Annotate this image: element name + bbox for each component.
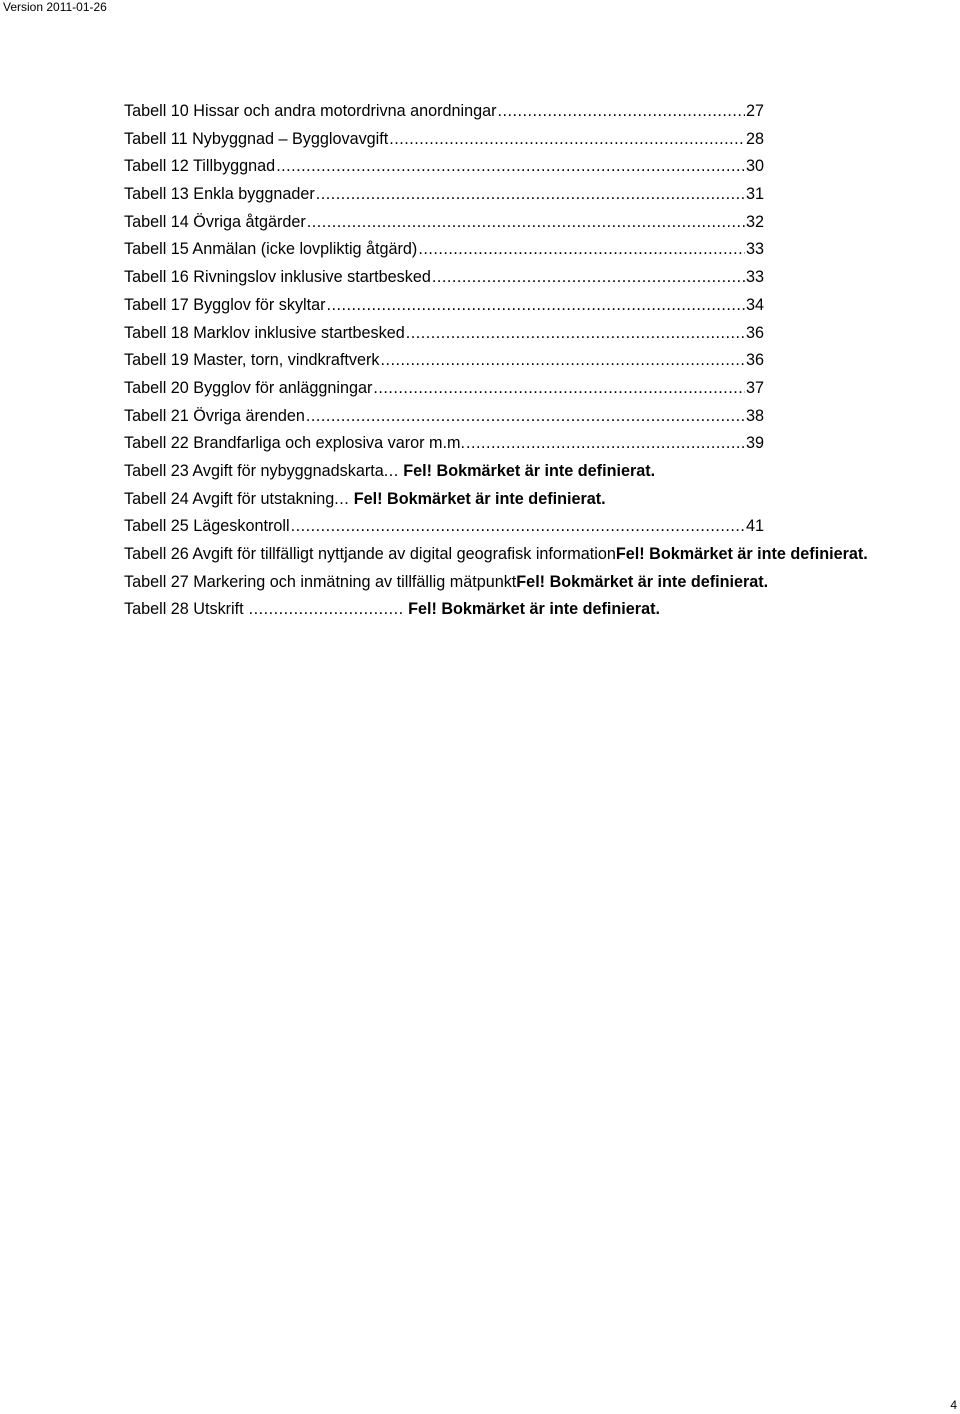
toc-entry-tabell-10[interactable]	[124, 98, 764, 126]
toc-entry-text: Tabell 15 Anmälan (icke lovpliktig åtgärd)	[124, 240, 418, 259]
toc-entry-tabell-21[interactable]	[124, 403, 764, 431]
toc-entry-tabell-14[interactable]	[124, 209, 764, 237]
toc-entry-tabell-22[interactable]	[124, 430, 764, 458]
toc-entry-tabell-27[interactable]	[124, 569, 960, 597]
toc-entry-text: Tabell 10 Hissar och andra motordrivna anordningar	[124, 102, 497, 120]
toc-entry-text: Tabell 14 Övriga åtgärder	[124, 212, 306, 231]
toc-page-number: 36	[745, 351, 764, 370]
toc-page-number: 41	[745, 517, 764, 536]
toc-dot-leader	[381, 347, 745, 375]
toc-entry-text: Tabell 16 Rivningslov inklusive startbesked	[124, 268, 431, 287]
toc-entry-tabell-26[interactable]	[124, 541, 960, 569]
version-label: Version 2011-01-26	[3, 0, 107, 14]
toc-entry-tabell-13[interactable]	[124, 181, 764, 209]
toc-error-message: Fel! Bokmärket är inte definierat.	[398, 461, 656, 480]
toc-dot-leader	[373, 375, 745, 403]
toc-entry-tabell-20[interactable]	[124, 375, 764, 403]
page-number: 4	[950, 1398, 957, 1412]
toc-page-number: 28	[745, 129, 764, 148]
toc-entry-tabell-16[interactable]	[124, 264, 764, 292]
toc-error-message: Fel! Bokmärket är inte definierat.	[349, 489, 606, 508]
toc-entry-tabell-15[interactable]	[124, 236, 764, 264]
toc-entry-tabell-17[interactable]	[124, 292, 764, 320]
toc-error-message: Fel! Bokmärket är inte definierat.	[516, 572, 769, 591]
toc-dot-leader: ...	[334, 489, 350, 508]
toc-entry-text: Tabell 21 Övriga ärenden	[124, 406, 305, 425]
toc-dot-leader	[307, 209, 745, 237]
toc-entry-tabell-25[interactable]	[124, 513, 764, 541]
toc-dot-leader	[389, 126, 745, 154]
toc-entry-tabell-28[interactable]	[124, 596, 960, 624]
toc-page-number: 33	[745, 240, 764, 259]
toc-page-number: 33	[745, 268, 764, 287]
toc-entry-tabell-23[interactable]	[124, 458, 960, 486]
toc-page-number: 27	[745, 102, 764, 120]
table-of-contents	[124, 98, 960, 624]
toc-entry-text: Tabell 27 Markering och inmätning av tillfällig mätpunkt	[124, 572, 517, 591]
toc-entry-text: Tabell 11 Nybyggnad – Bygglovavgift	[124, 129, 389, 148]
toc-entry-tabell-24[interactable]	[124, 486, 960, 514]
toc-entry-tabell-12[interactable]	[124, 153, 764, 181]
toc-entry-text: Tabell 23 Avgift för nybyggnadskarta	[124, 461, 384, 480]
toc-entry-text: Tabell 18 Marklov inklusive startbesked	[124, 323, 405, 342]
toc-page-number: 36	[745, 323, 764, 342]
toc-dot-leader	[276, 153, 745, 181]
toc-dot-leader	[466, 430, 745, 458]
toc-page-number: 37	[745, 378, 764, 397]
toc-entry-text: Tabell 19 Master, torn, vindkraftverk	[124, 351, 380, 370]
toc-entry-tabell-19[interactable]	[124, 347, 764, 375]
toc-entry-text: Tabell 25 Lägeskontroll	[124, 517, 290, 536]
toc-dot-leader	[327, 292, 745, 320]
toc-entry-tabell-11[interactable]	[124, 126, 764, 154]
toc-entry-text: Tabell 12 Tillbyggnad	[124, 157, 276, 176]
toc-error-message: Fel! Bokmärket är inte definierat.	[403, 600, 660, 619]
toc-entry-text: Tabell 28 Utskrift	[124, 600, 244, 619]
toc-dot-leader	[306, 403, 745, 431]
toc-dot-leader: ...............................	[243, 600, 404, 619]
toc-entry-text: Tabell 13 Enkla byggnader	[124, 185, 315, 204]
toc-dot-leader: ...	[383, 461, 399, 480]
toc-dot-leader	[406, 320, 745, 348]
toc-error-message: Fel! Bokmärket är inte definierat.	[615, 545, 868, 563]
toc-dot-leader	[432, 264, 745, 292]
toc-entry-text: Tabell 24 Avgift för utstakning	[124, 489, 335, 508]
toc-dot-leader	[498, 98, 745, 126]
toc-entry-text: Tabell 22 Brandfarliga och explosiva varor m.m.	[124, 434, 465, 453]
toc-entry-text: Tabell 20 Bygglov för anläggningar	[124, 378, 373, 397]
toc-page-number: 38	[745, 406, 764, 425]
toc-dot-leader	[316, 181, 745, 209]
toc-dot-leader	[418, 236, 745, 264]
toc-page-number: 31	[745, 185, 764, 204]
toc-entry-text: Tabell 17 Bygglov för skyltar	[124, 295, 326, 314]
toc-page-number: 32	[745, 212, 764, 231]
toc-page-number: 34	[745, 295, 764, 314]
toc-entry-tabell-18[interactable]	[124, 320, 764, 348]
toc-page-number: 30	[745, 157, 764, 176]
toc-page-number: 39	[745, 434, 764, 453]
toc-entry-text: Tabell 26 Avgift för tillfälligt nyttjande av digital geografisk information	[124, 545, 616, 563]
toc-dot-leader	[291, 513, 745, 541]
